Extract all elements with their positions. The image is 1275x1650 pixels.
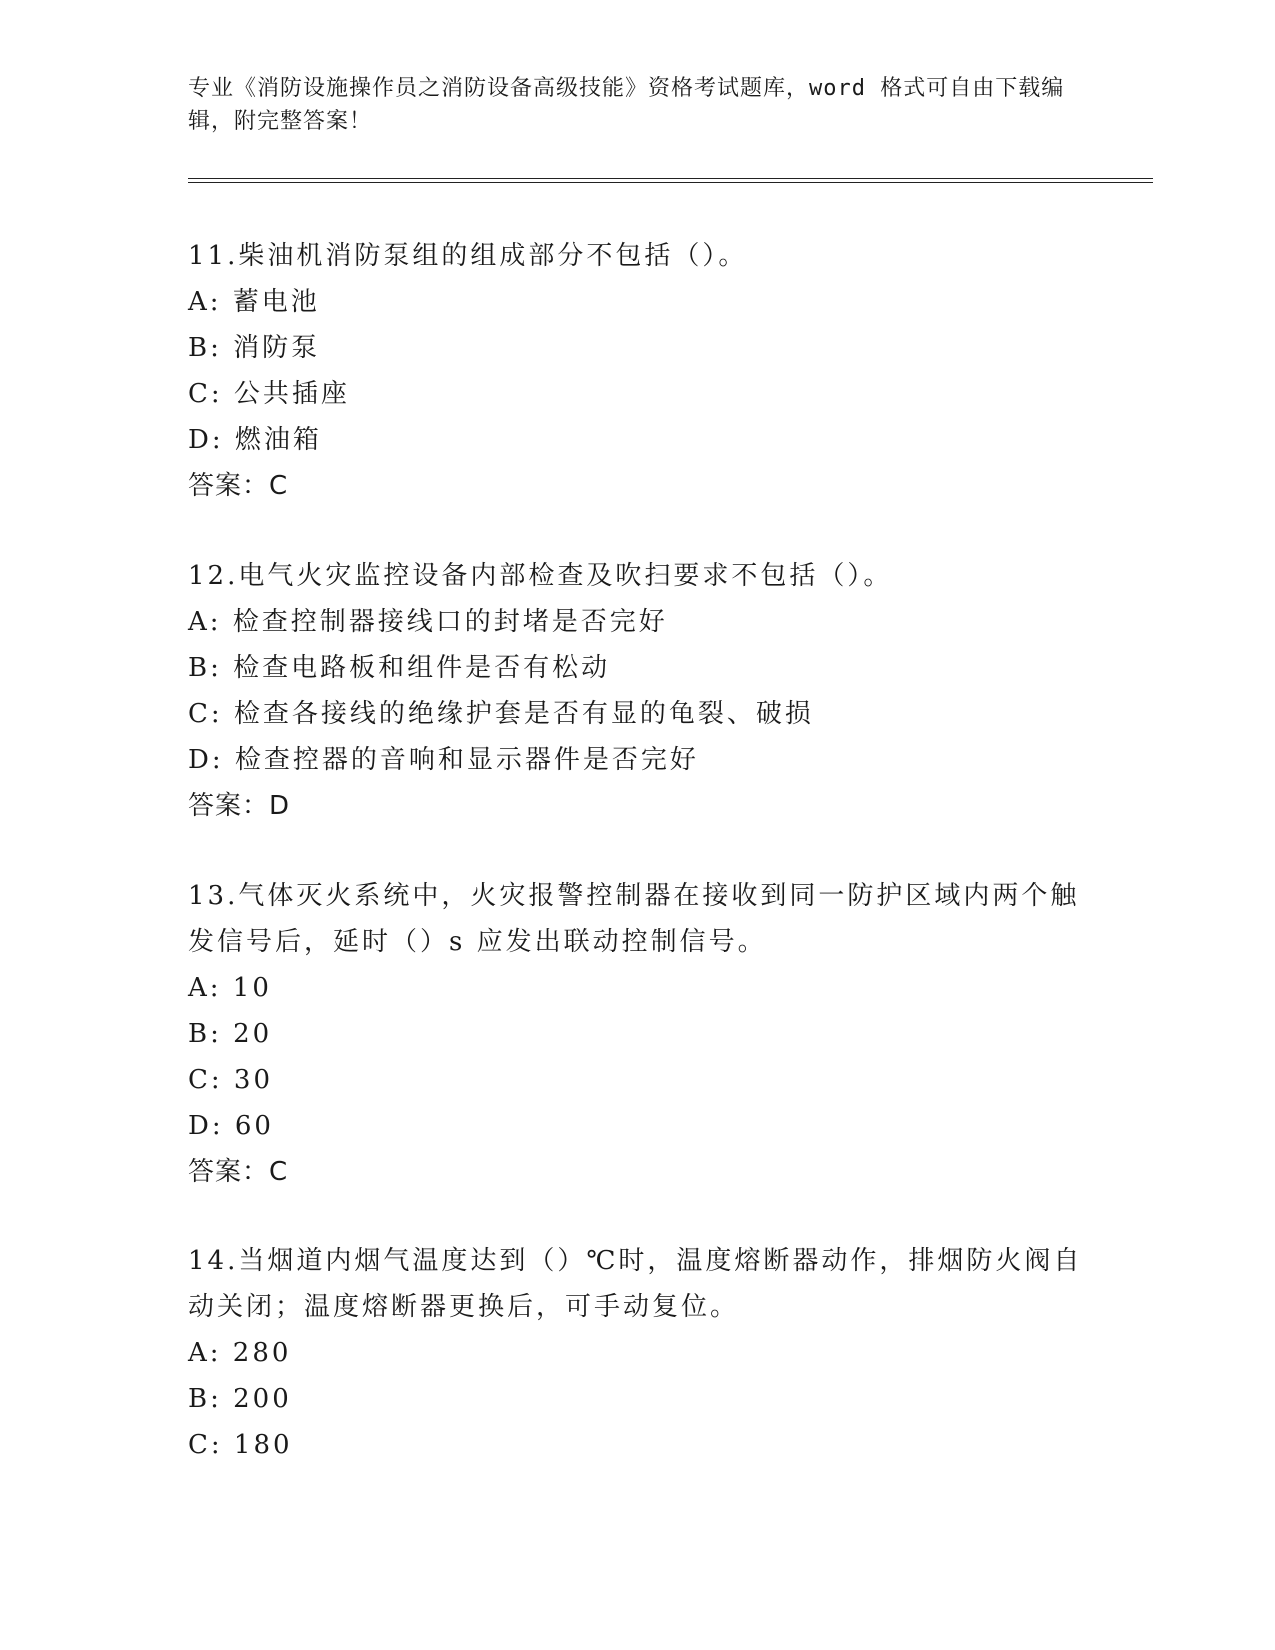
header-rule-bottom [188,182,1153,183]
option-d: D: 60 [188,1111,274,1141]
question-14 [188,1238,1088,1468]
option-c: C: 检查各接线的绝缘护套是否有显的龟裂、破损 [188,699,814,729]
question-stem: 13.气体灭火系统中，火灾报警控制器在接收到同一防护区域内两个触发信号后，延时（）s 应发出联动控制信号。 [188,881,1080,957]
option-a: A: 280 [188,1338,292,1368]
question-stem: 11.柴油机消防泵组的组成部分不包括（）。 [188,241,748,271]
option-b: B: 20 [188,1019,273,1049]
question-stem: 14.当烟道内烟气温度达到（）℃时，温度熔断器动作，排烟防火阀自动关闭；温度熔断器更换后，可手动复位。 [188,1246,1083,1322]
option-b: B: 200 [188,1384,292,1414]
question-stem: 12.电气火灾监控设备内部检查及吹扫要求不包括（）。 [188,561,893,591]
option-a: A: 蓄电池 [188,287,320,317]
document-header-text: 专业《消防设施操作员之消防设备高级技能》资格考试题库，word 格式可自由下载编辑，附完整答案！ [188,76,1065,134]
header-rule-top [188,178,1153,179]
option-c: C: 180 [188,1430,293,1460]
answer-line: 答案：C [188,471,289,501]
option-d: D: 燃油箱 [188,425,322,455]
option-c: C: 公共插座 [188,379,350,409]
option-b: B: 消防泵 [188,333,321,363]
option-a: A: 10 [188,973,272,1003]
question-11 [188,233,1088,509]
option-b: B: 检查电路板和组件是否有松动 [188,653,611,683]
answer-line: 答案：C [188,1157,289,1187]
option-d: D: 检查控器的音响和显示器件是否完好 [188,745,699,775]
answer-line: 答案：D [188,791,291,821]
question-13 [188,873,1088,1195]
question-12 [188,553,1088,829]
option-a: A: 检查控制器接线口的封堵是否完好 [188,607,668,637]
option-c: C: 30 [188,1065,274,1095]
